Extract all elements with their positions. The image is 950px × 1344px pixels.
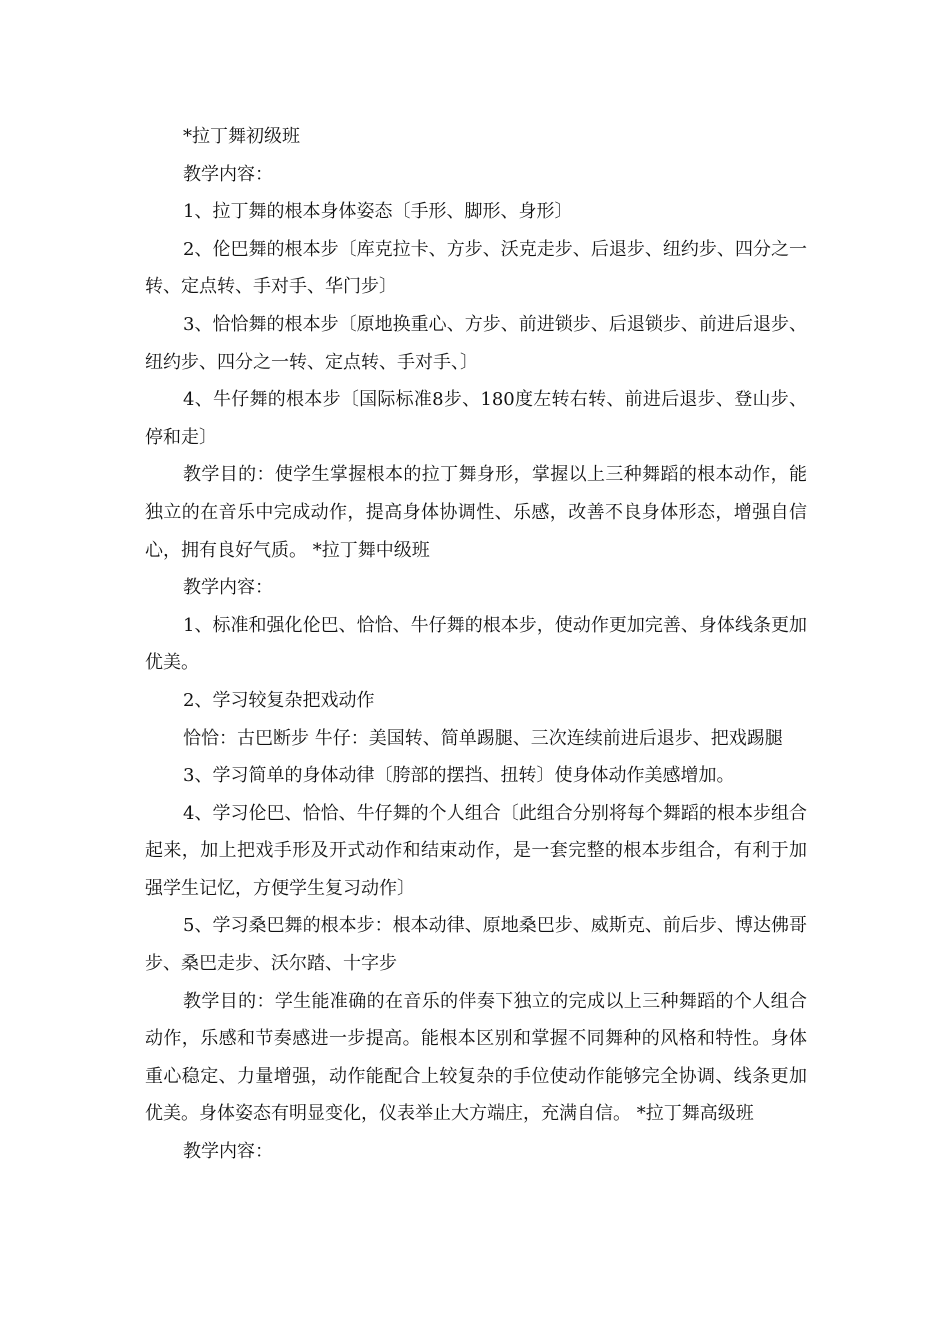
teaching-goal-paragraph: 教学目的：使学生掌握根本的拉丁舞身形，掌握以上三种舞蹈的根本动作，能独立的在音乐中完成动作，提高身体协调性、乐感，改善不良身体形态，增强自信心，拥有良好气质。 *拉丁舞中级班 (145, 464, 807, 561)
document-body (145, 118, 807, 1171)
teaching-content-label: 教学内容： (183, 577, 273, 599)
list-item: 4、学习伦巴、恰恰、牛仔舞的个人组合〔此组合分别将每个舞蹈的根本步组合起来，加上把戏手形及开式动作和结束动作，是一套完整的根本步组合，有利于加强学生记忆，方便学生复习动作〕 (145, 802, 807, 899)
list-item: 4、牛仔舞的根本步〔国际标准8步、180度左转右转、前进后退步、登山步、停和走〕 (145, 389, 807, 448)
list-item: 2、学习较复杂把戏动作 (183, 689, 375, 711)
list-item: 3、学习简单的身体动律〔胯部的摆挡、扭转〕使身体动作美感增加。 (183, 765, 735, 787)
teaching-content-label: 教学内容： (183, 1141, 273, 1163)
teaching-content-label: 教学内容： (183, 163, 273, 185)
list-item: 5、学习桑巴舞的根本步：根本动律、原地桑巴步、威斯克、前后步、博达佛哥步、桑巴走步、沃尔踏、十字步 (145, 915, 807, 975)
list-item: 1、标准和强化伦巴、恰恰、牛仔舞的根本步，使动作更加完善、身体线条更加优美。 (145, 614, 807, 674)
teaching-goal-paragraph: 教学目的：学生能准确的在音乐的伴奏下独立的完成以上三种舞蹈的个人组合动作，乐感和节奏感进一步提高。能根本区别和掌握不同舞种的风格和特性。身体重心稳定、力量增强，动作能配合上较复杂的手位使动作能够完全协调、线条更加优美。身体姿态有明显变化，仪表举止大方端庄，充满自信。 *拉丁舞高级班 (145, 990, 807, 1125)
list-item: 2、伦巴舞的根本步〔库克拉卡、方步、沃克走步、后退步、纽约步、四分之一转、定点转、手对手、华门步〕 (145, 238, 807, 298)
section-heading-beginner: *拉丁舞初级班 (183, 126, 300, 147)
list-item: 3、恰恰舞的根本步〔原地换重心、方步、前进锁步、后退锁步、前进后退步、纽约步、四分之一转、定点转、手对手、〕 (145, 313, 807, 373)
list-item: 1、拉丁舞的根本身体姿态〔手形、脚形、身形〕 (183, 201, 573, 223)
list-item-detail: 恰恰：古巴断步 牛仔：美国转、简单踢腿、三次连续前进后退步、把戏踢腿 (183, 727, 783, 749)
